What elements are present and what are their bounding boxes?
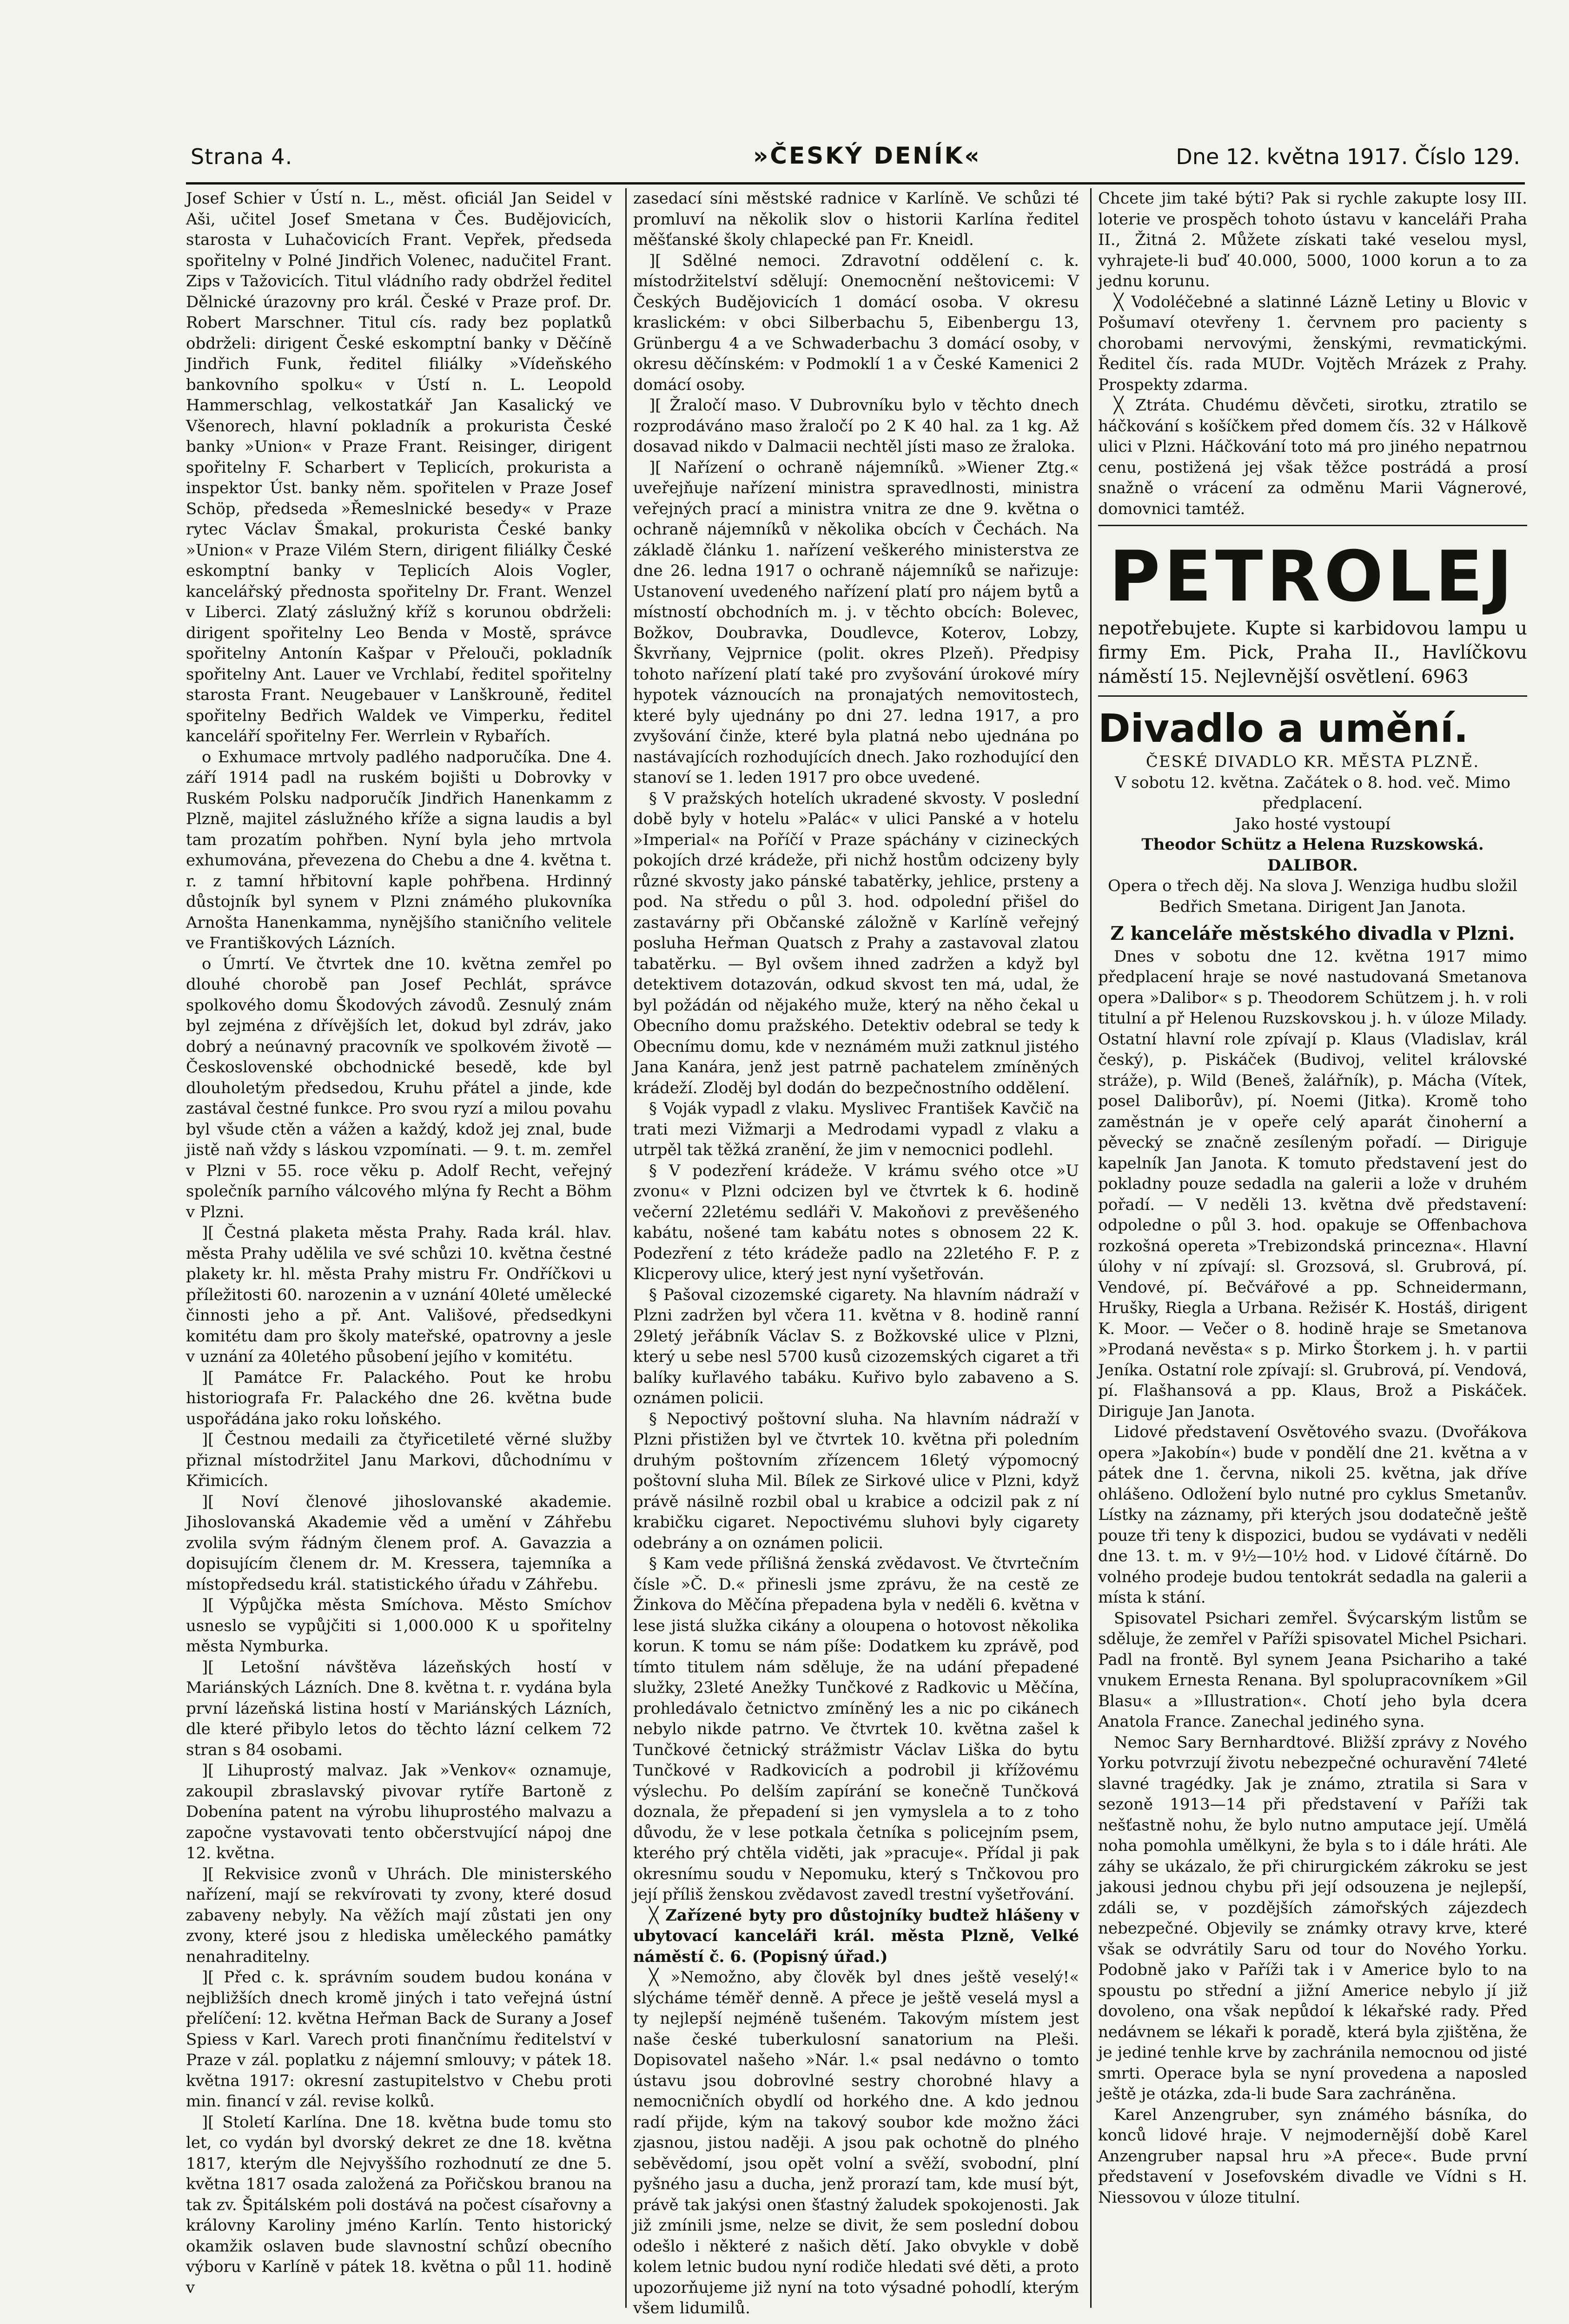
article: ][ Čestná plaketa města Prahy. Rada král. hlav. města Prahy udělila ve své schůzi 10. května čestné plakety kr. hl. města Prahy mistru Fr. Ondříčkovi u příležitosti 60. narozenin a v uznání 40leté umělecké činnosti jeho a př. Ant. Vališové, předsedkyni komitétu dam pro školy mateřské, opatrovny a jesle v uznání za 40letého působení jejího v komitétu. [186,1223,612,1366]
article: § Voják vypadl z vlaku. Myslivec František Kavčič na trati mezi Vižmarji a Medrodami vypadl z vlaku a utrpěl tak těžká zranění, že jim v nemocnici podlehl. [633,1099,1079,1159]
article: ][ Sdělné nemoci. Zdravotní oddělení c. k. místodržitelství sdělují: Onemocnění neštovicemi: V Českých Budějovicích 1 domácí osoba. V okresu kraslickém: v obci Silberbachu 5, Eibenbergu 13, Grünbergu 4 a ve Schwaderbachu 3 domácí osoby, v okresu děčínském: v Podmoklí 1 a v České Kamenici 2 domácí osoby. [633,251,1079,394]
article: ╳ »Nemožno, aby člověk byl dnes ještě veselý!« slýcháme téměř denně. A přece je ještě veselá mysl a ty nejlepší nejméně tušeném. Takovým místem jest naše české tuberkulosní sanatorium na Pleši. Dopisovatel našeho »Nár. l.« psal nedávno o tomto ústavu jsou dobrovlné sestry chorobné hlavy a nemocničních obydlí od horkého dne. A kdo jednou radí přijde, kým na takový soubor kde možno žáci zjasnou, jistou naději. A jsou pak ochotně do plného seběvědomí, jsou opět volní a svěží, svobodní, plní pyšného jasu a ducha, jenž prorazí tam, kde musí být, právě tak jakýsi onen šťastný žaludek spokojenosti. Jak již zmínili jsme, nelze se divit, že sem poslední dobou odešlo i některé z našich dětí. Jako obvykle v době kolem letnic budou nyní rodiče hledati své děti, a proto upozorňujeme již nyní na toto výsadné pohodlí, kterým všem lidumilů. [633,1968,1079,2317]
page-header [191,139,1520,177]
masthead: »ČESKÝ DENÍK« [753,142,981,169]
notice-ztrata: ╳ Ztráta. Chudému děvčeti, sirotku, ztratilo se háčkování s košíčkem před domem čís. 32 v Hálkově ulici v Plzni. Háčkování toto má pro jiného nepatrnou cenu, postižená jej však těžce postrádá a prosí snažně o vrácení za odměnu Marii Vágnerové, domovnici tamtéž. [1098,396,1527,518]
article: § Kam vede přílišná ženská zvědavost. Ve čtvrtečním čísle »Č. D.« přinesli jsme zprávu, že na cestě ze Žinkova do Měčína přepadena byla v neděli 6. května v lese jistá služka cikány a oloupena o hotovost několika korun. K tomu se nám píše: Dodatkem ku zprávě, pod tímto titulem nám sděluje, že na udání přepadené služky, 23leté Anežky Tunčkové z Radkovic u Měčína, prohledávalo četnictvo zmíněný les a nic po cikánech nebylo nikde patrno. Ve čtvrtek 10. května zašel k Tunčkové četnický strážmistr Václav Liška do bytu Tunčkové v Radkovicích a podrobil ji křížovému výslechu. Po delším zapírání se konečně Tunčková doznala, že přepadení si jen vymyslela a to z toho důvodu, že v lese potkala četníka s policejním psem, kterého prý chtěla viděti, jak »pracuje«. Přídal ji pak okresnímu soudu v Nepomuku, který s Tnčkovou pro její příliš ženskou zvědavost zavedl trestní vyšetřování. [633,1554,1079,1904]
date-issue: Dne 12. května 1917. Číslo 129. [1176,144,1520,169]
theatre-play: DALIBOR. [1267,856,1358,875]
column-1 [186,188,618,2308]
section-title: Divadlo a umění. [1098,706,1469,751]
notice: ╳ Zařízené byty pro důstojníky budtež hlášeny v ubytovací kanceláři král. města Plzně, Velké náměstí č. 6. (Popisný úřad.) [633,1906,1079,1966]
article: ][ Nařízení o ochraně nájemníků. »Wiener Ztg.« uveřejňuje nařízení ministra spravedlnosti, ministra veřejných prací a ministra vnitra ze dne 9. května o ochraně nájemníků v několika obcích v Čechách. Na základě článku 1. nařízení veškerého ministerstva ze dne 26. ledna 1917 o ochraně nájemníků se nařizuje: Ustanovení uvedeného nařízení platí pro nájem bytů a místností obchodních m. j. v těchto obcích: Bolevec, Božkov, Doubravka, Doudlevce, Koterov, Lobzy, Škvrňany, Vejprnice (polit. okres Plzeň). Předpisy tohoto nařízení platí také pro zvyšování úrokové míry hypotek váznoucích na pronajatých nemovitostech, které byly ujednány po dni 27. ledna 1917, a pro zvyšování činže, které byla platná nebo ujednána po nastávajících rozhodujících dnech. Jako rozhodující den stanoví se 1. leden 1917 pro obce uvedené. [633,458,1079,787]
article: ][ Výpůjčka města Smíchova. Město Smíchov usneslo se vypůjčiti si 1,000.000 K u spořitelny města Nymburka. [186,1596,612,1656]
article: § V podezření krádeže. V krámu svého otce »U zvonu« v Plzni odcizen byl ve čtvrtek k 6. hodině večerní 22letému sedláři V. Makoňovi z prevěšeného kabátu, nošené tam kabátu notes s obnosem 22 K. Podezření z této krádeže padlo na 22letého F. P. z Klicperovy ulice, který jest nyní vyšetřován. [633,1161,1079,1283]
article: ][ Žraločí maso. V Dubrovníku bylo v těchto dnech rozprodáváno maso žraločí po 2 K 40 hal. za 1 kg. Až dosavad nikdo v Dalmacii nechtěl jísti maso ze žraloka. [633,396,1079,456]
article: Josef Schier v Ústí n. L., měst. oficiál Jan Seidel v Aši, učitel Josef Smetana v Čes. Budějovicích, starosta v Luhačovicích Frant. Vepřek, předseda spořitelny v Polné Jindřich Volenec, nadučitel Frant. Zips v Tažovicích. Titul vládního rady obdržel ředitel Dělnické úrazovny pro král. České v Praze prof. Dr. Robert Marschner. Titul cís. rady bez poplatků obdrželi: dirigent České eskomptní banky v Děčíně Jindřich Funk, ředitel filiálky »Vídeňského bankovního spolku« v Ústí n. L. Leopold Hammerschlag, velkostatkář Jan Kasalický ve Všenorech, hlavní pokladník a prokurista České banky »Union« v Praze Frant. Reisinger, dirigent spořitelny F. Scharbert v Teplicích, prokurista a inspektor Úst. banky něm. spořitelen v Praze Josef Schöp, předseda »Řemeslnické besedy« v Praze rytec Václav Šmakal, prokurista České banky »Union« v Praze Vilém Stern, dirigent filiálky České eskomptní banky v Teplicích Alois Vogler, kancelářský přednosta spořitelny Dr. Frant. Wenzel v Liberci. Zlatý záslužný kříž s korunou obdrželi: dirigent spořitelny Leo Benda v Mostě, správce spořitelny Antonín Kašpar v Přelouči, pokladník spořitelny Ant. Lauer ve Vrchlabí, ředitel spořitelny starosta Frant. Neugebauer v Lanškrouně, ředitel spořitelny Bedřich Waldek ve Vimperku, ředitel kanceláří spořitelny Fer. Werrlein v Rybařích. [186,189,612,746]
article: o Exhumace mrtvoly padlého nadporučíka. Dne 4. září 1914 padl na ruském bojišti u Dobrovky v Ruském Polsku nadporučík Jindřich Hanenkamm z Plzně, majitel záslužného kříže a signa laudis a byl tam prozatím pohřben. Nyní byla jeho mrtvola exhumována, převezena do Chebu a dne 4. května t. r. z tamní hřbitovní kaple pohřbena. Hrdinný důstojník byl synem v Plzni známého plukovníka Arnošta Hanenkamma, nynějšího staničního velitele ve Františkových Lázních. [186,747,612,952]
page-number: Strana 4. [191,144,293,169]
article: Karel Anzengruber, syn známého básníka, do konců lidové hraje. V nejmodernější době Karel Anzengruber napsal hru »A přece«. Bude první představení v Josefovském divadle ve Vídni s H. Niessovou v úloze titulní. [1098,2105,1527,2207]
theatre-desc: Opera o třech děj. Na slova J. Wenziga hudbu složil Bedřich Smetana. Dirigent Jan Janota. [1107,877,1517,916]
article: zasedací síni městské radnice v Karlíně. Ve schůzi té promluví na několik slov o historii Karlína ředitel měšťanské školy chlapecké pan Fr. Kneidl. [633,189,1079,249]
theatre-guests: Jako hosté vystoupí [1235,814,1390,833]
petrolej-advertisement [1098,525,1527,697]
article: ][ Letošní návštěva lázeňských hostí v Mariánských Lázních. Dne 8. května t. r. vydána byla první lázeňská listina hostí v Mariánských Lázních, dle které přibylo letos do těchto lázní celkem 72 stran s 84 osobami. [186,1657,612,1759]
article: ][ Lihuprostý malvaz. Jak »Venkov« oznamuje, zakoupil zbraslavský pivovar rytíře Bartoně z Dobenína patent na výrobu lihuprostého malvazu a započne vystavovati tento občerstvující nápoj dne 12. května. [186,1761,612,1862]
theatre-date: V sobotu 12. května. Začátek o 8. hod. več. Mimo předplacení. [1114,773,1511,812]
article: o Úmrtí. Ve čtvrtek dne 10. května zemřel po dlouhé chorobě pan Josef Pechlát, správce spolkového domu Škodových závodů. Zesnulý znám byl zejména z dřívějších let, dokud byl zdráv, jako dobrý a neúnavný pracovník ve spolkovém životě — Československé obchodnické besedě, kde byl dlouholetým předsedou, Kruhu přátel a jinde, kde zastával čestné funkce. Pro svou ryzí a milou povahu byl všude ctěn a vážen a každý, kdož jej znal, bude jistě naň vždy s láskou vzpomínati. — 9. t. m. zemřel v Plzni v 55. roce věku p. Adolf Recht, veřejný společník parního válcového mlýna fy Recht a Böhm v Plzni. [186,954,612,1221]
article: Chcete jim také býti? Pak si rychle zakupte losy III. loterie ve prospěch tohoto ústavu v kanceláři Praha II., Žitná 2. Můžete získati také veselou mysl, vyhrajete-li buď 40.000, 5000, 1000 korun a to za jednu korunu. [1098,189,1527,290]
article: ][ Noví členové jihoslovanské akademie. Jihoslovanská Akademie věd a umění v Záhřebu zvolila svým řádným členem prof. A. Gavazzia a dopisujícím členem dr. M. Kressera, tajemníka a místopředsedu král. statistického úřadu v Záhřebu. [186,1492,612,1594]
theatre-name: ČESKÉ DIVADLO KR. MĚSTA PLZNĚ. [1145,753,1480,771]
petrolej-title: PETROLEJ [1109,536,1516,617]
article: Spisovatel Psichari zemřel. Švýcarským listům se sděluje, že zemřel v Paříži spisovatel Michel Psichari. Padl na frontě. Byl synem Jeana Psichariho a také vnukem Ernesta Renana. Byl spolupracovníkem »Gil Blasu« a »Illustration«. Chotí jeho byla dcera Anatola France. Zanechal jediného syna. [1098,1609,1527,1731]
theatre-names: Theodor Schütz a Helena Ruzskowská. [1141,835,1484,854]
column-2 [625,188,1086,2317]
article: Dnes v sobotu dne 12. května 1917 mimo předplacení hraje se nové nastudovaná Smetanova opera »Dalibor« s p. Theodorem Schützem j. h. v roli titulní a př Helenou Ruzskovskou j. h. v úloze Milady. Ostatní hlavní role zpívají p. Klaus (Vladislav, král český), p. Piskáček (Budivoj, velitel královské stráže), p. Wild (Beneš, žalářník), p. Mácha (Vítek, posel Daliborův), pí. Noemi (Jitka). Kromě toho zaměstnán je v opeře celý aparát činoherní a pěvecký se značně zesíleným pořadí. — Diriguje kapelník Jan Janota. K tomuto představení jest do pokladny pouze sedadla na galerii a lože v druhém pořadí. — V neděli 13. května dvě představení: odpoledne o půl 3. hod. opakuje se Offenbachova rozkošná opereta »Trebizondská princezna«. Hlavní úlohy v ní zpívají: sl. Grozsová, sl. Grubrová, pí. Vendové, pí. Bečvářové a pp. Schneidermann, Hrušky, Riegla a Urbana. Režisér K. Hostáš, dirigent K. Moor. — Večer o 8. hodině hraje se Smetanova »Prodaná nevěsta« s p. Mirko Štorkem j. h. v partii Jeníka. Ostatní role zpívají: sl. Grubrová, pí. Vendová, pí. Flašhansová a pp. Klaus, Brož a Piskáček. Diriguje Jan Janota. [1098,947,1527,1421]
article: ][ Rekvisice zvonů v Uhrách. Dle ministerského nařízení, mají se rekvírovati ty zvony, které dosud zabaveny nebyly. Na věžích mají zůstati jen ony zvony, které jsou z hlediska uměleckého památky nenahraditelny. [186,1864,612,1966]
column-3 [1090,188,1527,2308]
article: § Pašoval cizozemské cigarety. Na hlavním nádraží v Plzni zadržen byl včera 11. května v 8. hodině ranní 29letý jeřábník Václav S. z Božkovské ulice v Plzni, který u sebe nesl 5700 kusů cizozemských cigaret a tři balíky kuřlavého tabáku. Kuřivo bylo zabaveno a S. oznámen policii. [633,1285,1079,1407]
petrolej-text: nepotřebujete. Kupte si karbidovou lampu u firmy Em. Pick, Praha II., Havlíčkovu náměstí 15. Nejlevnější osvětlení. 6963 [1098,618,1527,687]
article: Lidové představení Osvětového svazu. (Dvořákova opera »Jakobín«) bude v pondělí dne 21. května a v pátek dne 1. června, nikoli 25. května, jak dříve ohlášeno. Odložení bylo nutné pro cyklus Smetanův. Lístky na záznamy, při kterých jsou dodatečně ještě pouze tři teny k dispozici, budou se vydávati v neděli dne 13. t. m. v 9½—10½ hod. v Lidové čítárně. Do volného prodeje budou tentokrát sedadla na galerii a místa k stání. [1098,1423,1527,1607]
article: § V pražských hotelích ukradené skvosty. V poslední době byly v hotelu »Palác« v ulici Panské a v hotelu »Imperial« na Poříčí v Praze spáchány v cizineckých pokojích drzé krádeže, při nichž hostům odcizeny byly různé skvosty jako pánské tabatěrky, jehlice, prsteny a pod. Na středu o půl 3. hod. odpolední přišel do zastavárny při Občanské záložně v Karlíně veřejný posluha Heřman Quatsch z Prahy a zastavoval zlatou tabatěrku. — Byl ovšem ihned zadržen a když byl detektivem dotazován, odkud skvost ten má, udal, že byl požádán od nějakého muže, který na něho čekal u Obecního domu pražského. Detektiv odebral se tedy k Obecnímu domu, kde v neznámém muži zatknul jistého Jana Kanára, jenž jest patrně pachatelem zmíněných krádeží. Zloděj byl dodán do bezpečnostního oddělení. [633,789,1079,1097]
header-rule [186,182,1525,185]
article: ][ Století Karlína. Dne 18. května bude tomu sto let, co vydán byl dvorský dekret ze dne 18. května 1817, kterým dle Nejvyššího rozhodnutí ze dne 5. května 1817 osada založená za Pořičskou branou na tak zv. Špitálském poli dostává na počest císařovny a královny Karoliny jméno Karlín. Tento historický okamžik oslaven bude slavnostní schůzí obecního výboru v Karlíně v pátek 18. května o půl 11. hodině v [186,2113,612,2297]
article: ][ Před c. k. správním soudem budou konána v nejbližších dnech kromě jiných i tato veřejná ústní přelíčení: 12. května Heřman Back de Surany a Josef Spiess v Karl. Varech proti finančnímu ředitelství v Praze v zál. poplatku z nájemní smlouvy; v pátek 18. května 1917: okresní zastupitelstvo v Chebu proti min. financí v zál. revise kolků. [186,1968,612,2111]
kancelar-title: Z kanceláře městského divadla v Plzni. [1110,923,1515,944]
article: ][ Čestnou medaili za čtyřicetileté věrné služby přiznal místodržitel Janu Markovi, důchodnímu v Křimicích. [186,1430,612,1490]
article: ][ Památce Fr. Palackého. Pout ke hrobu historiografa Fr. Palackého dne 26. května bude uspořádána jako roku loňského. [186,1368,612,1428]
article: § Nepoctivý poštovní sluha. Na hlavním nádraží v Plzni přistižen byl ve čtvrtek 10. května při poledním druhým poštovním zřízencem 16letý výpomocný poštovní sluha Mil. Bílek ze Sirkové ulice v Plzni, když právě násilně rozbil obal u krabice a odcizil pak z ní krabičku cigaret. Nepoctivému sluhovi byly cigarety odebrány a on oznámen policii. [633,1409,1079,1552]
advert-lazne: ╳ Vodoléčebné a slatinné Lázně Letiny u Blovic v Pošumaví otevřeny 1. červnem pro pacienty s chorobami nervovými, ženskými, revmatickými. Ředitel čís. rada MUDr. Vojtěch Mrázek z Prahy. Prospekty zdarma. [1098,292,1527,394]
article: Nemoc Sary Bernhardtové. Bližší zprávy z Nového Yorku potvrzují životu nebezpečné ochuravění 74leté slavné tragédky. Jak je známo, ztratila si Sara v sezoně 1913—14 při představení v Paříži tak nešťastně nohu, že bylo nutno amputace její. Umělá noha pomohla umělkyni, že byla s to i dále hráti. Ale záhy se ukázalo, že při chirurgickém zákroku se jest jakousi jednou chybu při její odsouzena je nejlepší, zdáli se, v pozdějších zámořských zájezdech nebezpečné. Objevily se známky otravy krve, které však se odvrátily Saru od tour do Nového Yorku. Podobně jako v Paříži tak i v Americe bylo to na spoustu po střední a jižní Americe nebylo jí již dovoleno, ona však nepůdoí k lékařské rady. Před nedávnem se lékaři k poradě, která byla zjištěna, že je jediné tenhle krve by zachránila nemocnou od jisté smrti. Operace byla se nyní provedena a naposled ještě je otázka, zda-li bude Sara zachráněna. [1098,1733,1527,2103]
